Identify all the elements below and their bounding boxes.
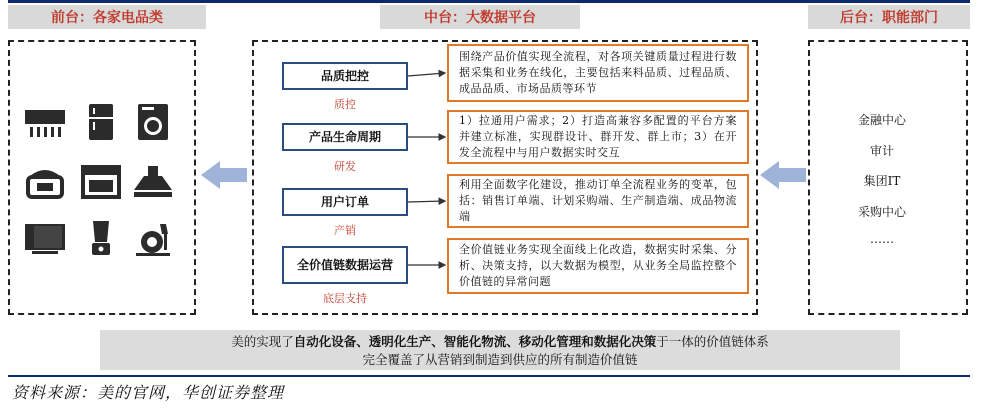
stage-order-label: 产销: [334, 224, 356, 237]
function-audit: 审计: [869, 144, 894, 158]
arrow-to-front-icon: [201, 161, 247, 189]
function-procurement: 采购中心: [857, 205, 906, 219]
stage-lifecycle-label: 研发: [334, 160, 356, 173]
stage-valuechain: 全价值链数据运营: [282, 246, 408, 284]
connector-order: [408, 201, 445, 202]
stage-quality: 品质把控: [282, 62, 408, 90]
stage-lifecycle: 产品生命周期: [282, 123, 408, 151]
summary-box: [100, 330, 900, 370]
stage-order-desc: 利用全面数字化建设，推动订单全流程业务的变革，包括：销售订单端、计划采购端、生产制造端、成品物流端: [447, 174, 749, 228]
arrow-to-middle-icon: [760, 161, 806, 189]
stage-order: 用户订单: [282, 188, 408, 216]
stage-quality-desc: 围绕产品价值实现全流程，对各项关键质量过程进行数据采集和业务在线化，主要包括来料品质、过程品质、成品品质、市场品质等环节: [447, 44, 749, 102]
stage-valuechain-label: 底层支持: [323, 292, 367, 305]
stage-valuechain-desc: 全价值链业务实现全面线上化改造，数据实时采集、分析、决策支持，以大数据为模型，从业务全局监控整个价值链的异常问题: [447, 238, 749, 294]
source-note: 资料来源：美的官网，华创证券整理: [12, 383, 285, 402]
function-more: ……: [870, 232, 894, 246]
function-finance: 金融中心: [857, 113, 906, 127]
stage-quality-label: 质控: [334, 98, 356, 111]
summary-line-1: [100, 333, 900, 351]
bottom-rule: [8, 375, 970, 377]
function-group-it: 集团IT: [863, 174, 901, 188]
summary-line-2: 完全覆盖了从营销到制造到供应的所有制造价值链: [362, 352, 638, 367]
summary-bold: 自动化设备、透明化生产、智能化物流、移动化管理和数据化决策: [293, 334, 657, 349]
connector-quality: [408, 73, 445, 76]
stage-lifecycle-desc: 1）拉通用户需求；2）打造高兼容多配置的平台方案并建立标准，实现群设计、群开发、群上市；3）在开发全流程中与用户数据实时交互: [447, 110, 749, 164]
header-back: 后台：职能部门: [808, 5, 970, 29]
header-front: 前台：各家电品类: [8, 5, 206, 29]
header-middle: 中台：大数据平台: [380, 5, 580, 29]
summary-pre: 美的实现了: [231, 334, 294, 349]
summary-post: 于一体的价值链体系: [656, 334, 769, 349]
